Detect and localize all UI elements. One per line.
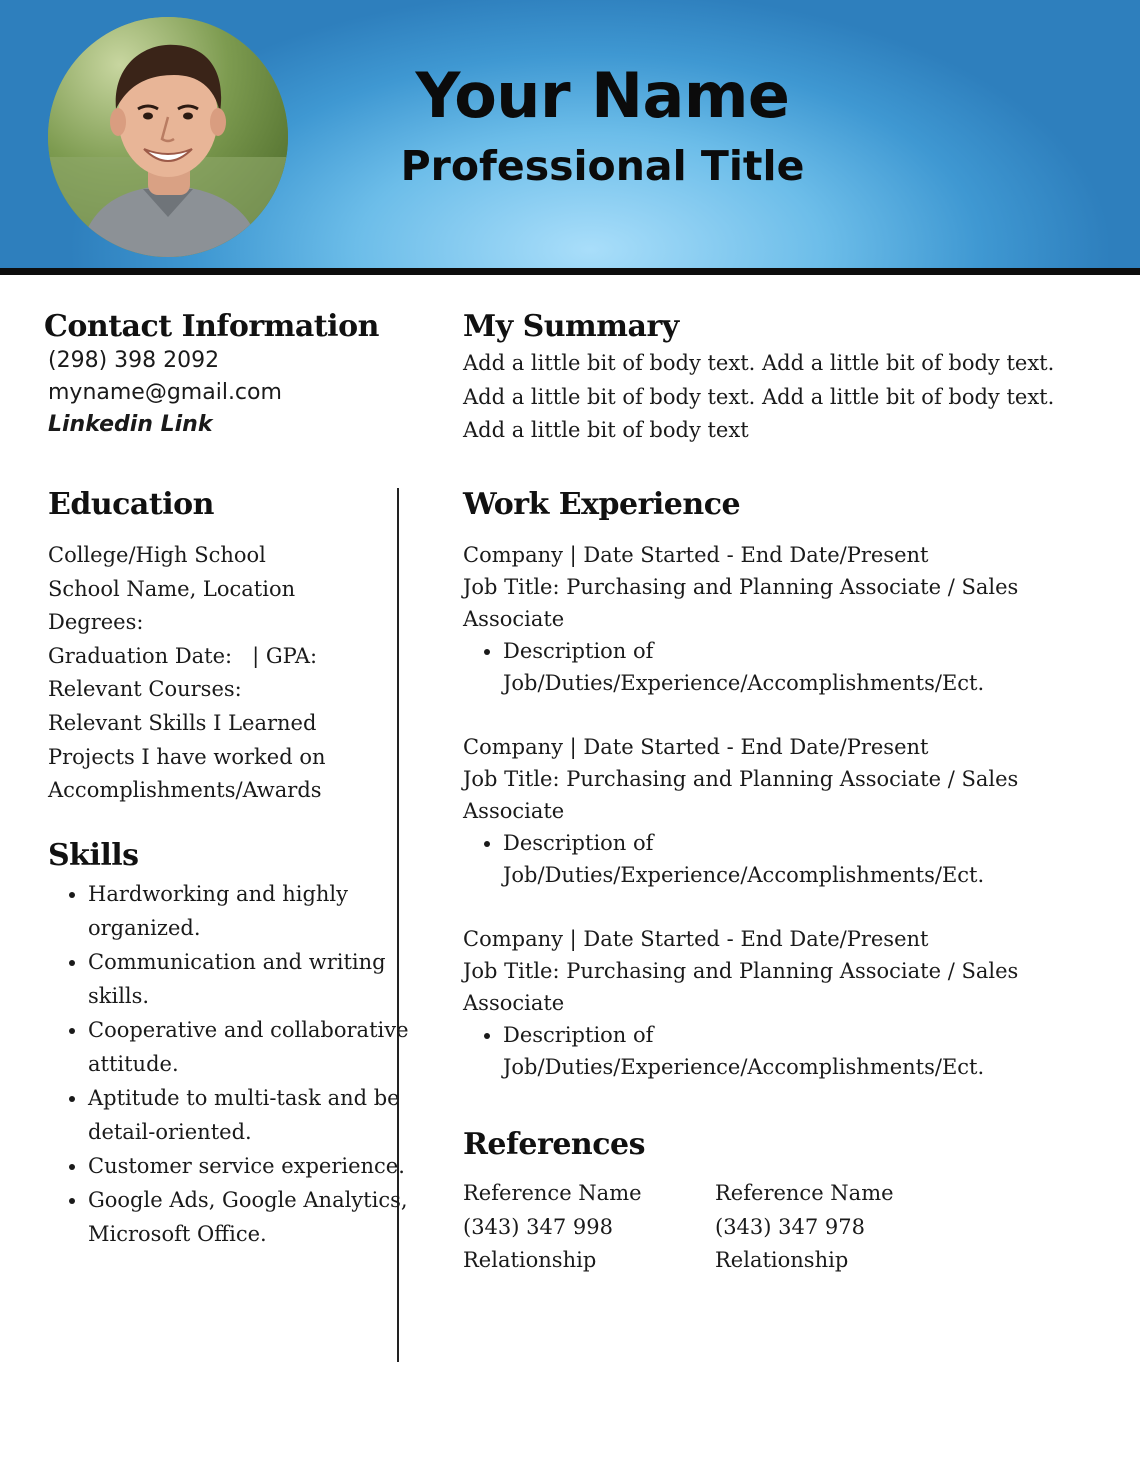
job-description-line: Description of	[503, 1023, 654, 1047]
education-line: College/High School	[48, 543, 266, 567]
education-line: Relevant Skills I Learned	[48, 710, 317, 735]
job-title-continued: Associate	[463, 607, 565, 631]
reference-phone: (343) 347 998	[463, 1214, 613, 1239]
reference-name: Reference Name	[715, 1181, 894, 1205]
job-entry	[463, 731, 1103, 891]
contact-block	[48, 345, 282, 441]
education-line: School Name, Location	[48, 576, 296, 601]
job-bullets	[463, 1019, 1103, 1083]
contact-email[interactable]: myname@gmail.com	[48, 380, 282, 405]
skills-list	[48, 877, 418, 1251]
job-description-line: Job/Duties/Experience/Accomplishments/Ect.	[503, 1055, 985, 1079]
reference-relationship: Relationship	[715, 1248, 849, 1272]
reference-name: Reference Name	[463, 1181, 642, 1205]
reference-entry	[463, 1177, 642, 1278]
education-list	[48, 539, 325, 808]
job-company-line: Company | Date Started - End Date/Present	[463, 735, 929, 759]
job-bullets	[463, 827, 1103, 891]
job-description	[503, 635, 1103, 699]
skill-item: • Hardworking and highly organized.	[88, 877, 418, 945]
job-title-line: Job Title: Purchasing and Planning Associate / Sales	[463, 767, 1019, 791]
job-description-line: Description of	[503, 831, 654, 855]
summary-heading: My Summary	[463, 309, 679, 344]
reference-relationship: Relationship	[463, 1248, 597, 1272]
education-line: Projects I have worked on	[48, 744, 326, 769]
linkedin-link[interactable]: Linkedin Link	[48, 412, 213, 437]
job-title-continued: Associate	[463, 799, 565, 823]
reference-phone: (343) 347 978	[715, 1214, 865, 1239]
skill-item: • Aptitude to multi-task and be detail-oriented.	[88, 1081, 418, 1149]
job-description-line: Job/Duties/Experience/Accomplishments/Ect.	[503, 671, 985, 695]
reference-entry	[715, 1177, 894, 1278]
job-description-line: Job/Duties/Experience/Accomplishments/Ect.	[503, 863, 985, 887]
profile-photo-icon	[48, 17, 288, 257]
summary-text: Add a little bit of body text. Add a little bit of body text. Add a little bit of body text. Add a little bit of body text. Add a little bit of body text	[463, 351, 1055, 442]
references-heading: References	[463, 1127, 645, 1162]
contact-heading: Contact Information	[44, 309, 379, 344]
job-entry	[463, 923, 1103, 1083]
skills-heading: Skills	[48, 838, 139, 873]
education-line: Degrees:	[48, 610, 144, 635]
skill-item: • Communication and writing skills.	[88, 945, 418, 1013]
skill-item: • Customer service experience.	[88, 1149, 418, 1183]
education-line: Relevant Courses:	[48, 677, 242, 702]
job-bullets	[463, 635, 1103, 699]
person-portrait-icon	[48, 17, 288, 257]
skill-item: • Cooperative and collaborative attitude.	[88, 1013, 418, 1081]
education-line: Accomplishments/Awards	[48, 778, 322, 803]
skill-item: • Google Ads, Google Analytics, Microsoft Office.	[88, 1183, 418, 1251]
job-title-line: Job Title: Purchasing and Planning Associate / Sales	[463, 575, 1019, 599]
resume-name: Your Name	[415, 59, 790, 132]
professional-title: Professional Title	[400, 142, 805, 190]
education-heading: Education	[48, 487, 214, 522]
job-description	[503, 827, 1103, 891]
job-entry	[463, 539, 1103, 699]
contact-phone: (298) 398 2092	[48, 348, 220, 373]
job-description	[503, 1019, 1103, 1083]
job-title-line: Job Title: Purchasing and Planning Associate / Sales	[463, 959, 1019, 983]
education-line: Graduation Date: | GPA:	[48, 643, 318, 668]
header-banner	[0, 0, 1140, 275]
job-title-continued: Associate	[463, 991, 565, 1015]
work-heading: Work Experience	[463, 487, 741, 522]
job-company-line: Company | Date Started - End Date/Present	[463, 543, 929, 567]
job-company-line: Company | Date Started - End Date/Present	[463, 927, 929, 951]
job-description-line: Description of	[503, 639, 654, 663]
